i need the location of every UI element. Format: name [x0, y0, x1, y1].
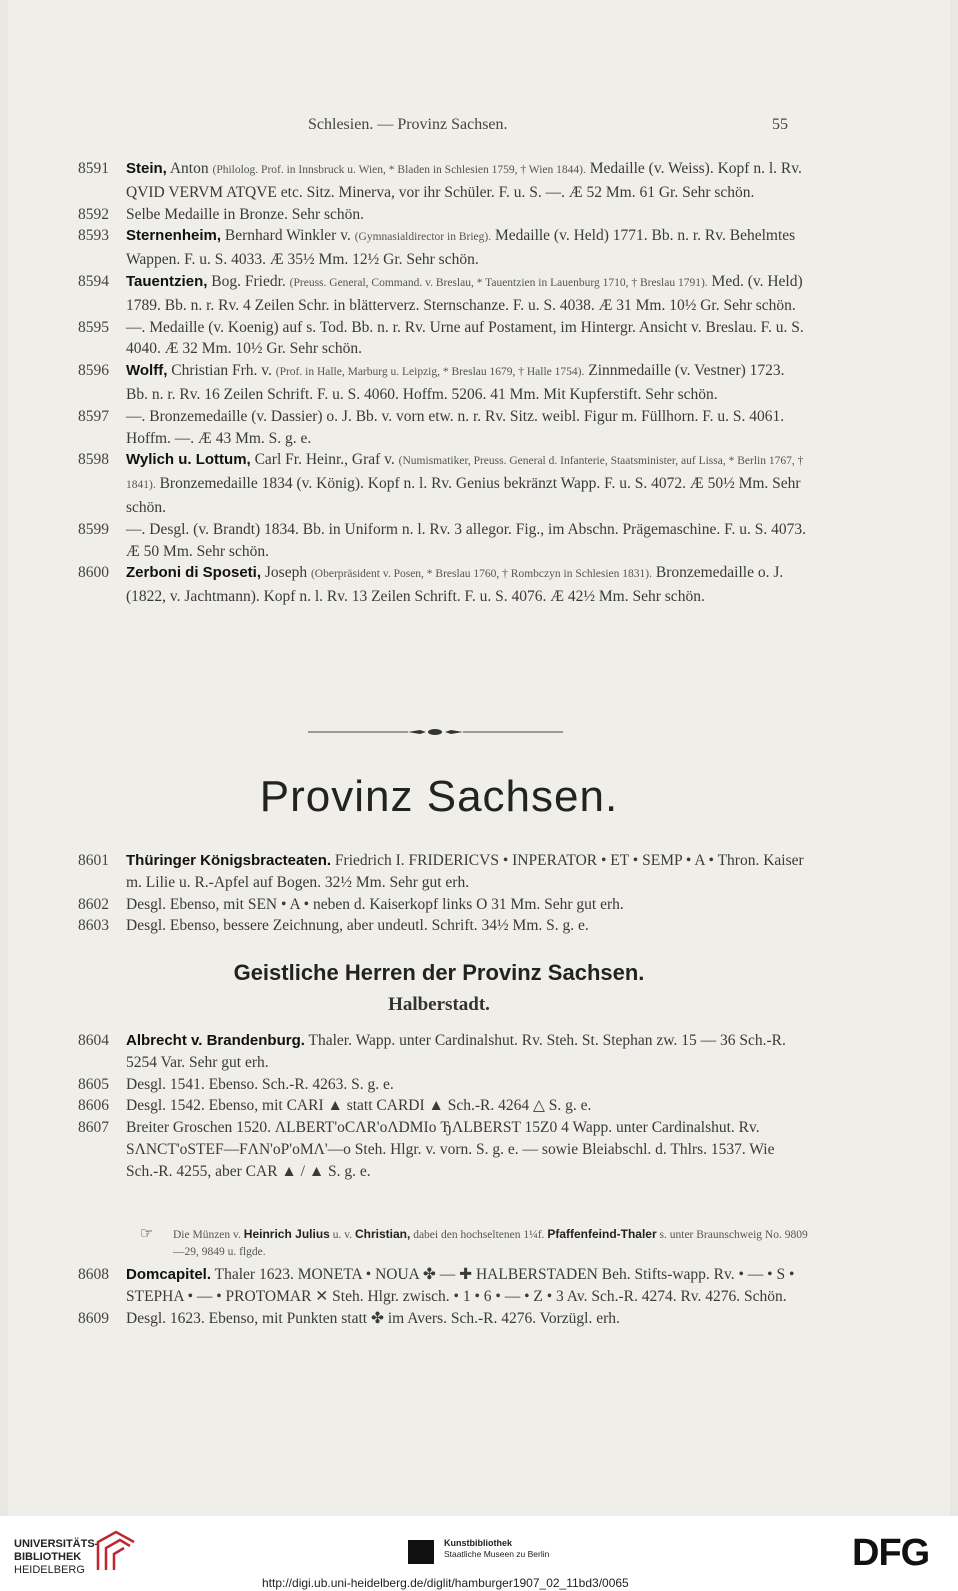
- section-heading-provinz-sachsen: Provinz Sachsen.: [259, 772, 619, 821]
- page-number: 55: [772, 116, 788, 133]
- running-head-title: Schlesien. — Provinz Sachsen.: [308, 116, 508, 133]
- entry-description: Bog. Friedr.: [207, 272, 290, 290]
- lot-number: 8600: [78, 564, 109, 582]
- subheading-halberstadt: Halberstadt.: [388, 994, 490, 1015]
- catalog-entry: [78, 449, 808, 518]
- entry-description: Desgl. 1541. Ebenso. Sch.-R. 4263. S. g. e.: [126, 1075, 394, 1093]
- catalog-entry: [78, 850, 808, 894]
- lot-number: 8609: [78, 1309, 109, 1327]
- lot-number: 8599: [78, 520, 109, 538]
- lot-number: 8595: [78, 318, 109, 336]
- entry-heading: Tauentzien,: [126, 272, 208, 290]
- catalog-entry: [78, 562, 808, 608]
- catalog-entry: [78, 204, 808, 226]
- entry-description: —. Medaille (v. Koenig) auf s. Tod. Bb. n. r. Rv. Urne auf Postament, im Hintergr. Ansicht v. Breslau. F. u. S. 4040. Æ 32 Mm. 10½ Gr. Sehr schön.: [126, 318, 804, 358]
- lot-number: 8593: [78, 227, 109, 245]
- entries-halberstadt: [78, 1030, 808, 1183]
- biographical-note: (Numismatiker, Preuss. General d. Infanterie, Staatsminister, auf Lissa, * Berlin 1767, † 1841).: [126, 455, 804, 492]
- section-heading-geistliche-herren: Geistliche Herren der Provinz Sachsen.: [233, 960, 645, 985]
- entry-description: Friedrich I. FRIDERICVS • INPERATOR • ET • SEMP • A • Thron. Kaiser m. Lilie u. R.-Apfel auf Bogen. 32½ Mm. Sehr gut erh.: [126, 852, 804, 891]
- kunstbibliothek-logo-icon[interactable]: [408, 1540, 434, 1564]
- pointing-hand-icon: ☞: [140, 1226, 154, 1242]
- biographical-note: (Gymnasialdirector in Brieg).: [354, 231, 492, 244]
- entry-description: Anton: [166, 160, 213, 177]
- catalog-entry: [78, 1117, 808, 1182]
- lot-number: 8606: [78, 1097, 109, 1115]
- lot-number: 8598: [78, 451, 109, 469]
- catalog-entry: [78, 271, 808, 317]
- lot-number: 8591: [78, 160, 109, 177]
- entry-heading: Wolff,: [126, 362, 168, 380]
- permalink-url[interactable]: http://digi.ub.uni-heidelberg.de/diglit/hamburger1907_02_11bd3/0065: [262, 1576, 629, 1590]
- entry-heading: Wylich u. Lottum,: [126, 451, 251, 469]
- entry-heading: Sternenheim,: [126, 227, 222, 245]
- entries-koenigsbracteaten: [78, 850, 808, 937]
- entry-description: Thaler. Wapp. unter Cardinalshut. Rv. Steh. St. Stephan zw. 15 — 36 Sch.-R. 5254 Var. Sehr gut erh.: [126, 1032, 786, 1071]
- entry-description: Breiter Groschen 1520. ΛLBERT'oCΛR'oΛDMIo ЂΛLBERST 15Z0 4 Wapp. unter Cardinalshut. Rv. SΛNCT'oSTEF—FΛN'oP'oMΛ'—o Steh. Hlgr. v. vorn. S. g. e. — sowie Bleiabschl. d. Thlrs. 1537. Wie Sch.-R. 4255, aber CAR ▲ / ▲ S. g. e.: [126, 1119, 775, 1180]
- lot-number: 8605: [78, 1075, 109, 1093]
- lot-number: 8596: [78, 362, 109, 380]
- entry-description: Desgl. Ebenso, mit SEN • A • neben d. Kaiserkopf links O 31 Mm. Sehr gut erh.: [126, 895, 624, 913]
- catalog-entry: [78, 225, 808, 271]
- catalog-entry: [78, 915, 808, 937]
- biographical-note: (Preuss. General, Command. v. Breslau, * Tauentzien in Lauenburg 1710, † Breslau 1791).: [289, 276, 708, 289]
- catalog-entry: [78, 406, 808, 450]
- ornament-divider: [308, 726, 563, 738]
- entry-description: Desgl. Ebenso, bessere Zeichnung, aber undeutl. Schrift. 34½ Mm. S. g. e.: [126, 917, 589, 935]
- catalog-entry: [78, 1095, 808, 1117]
- catalog-entry: [78, 1030, 808, 1074]
- catalog-entry: [78, 317, 808, 361]
- catalog-page: [8, 0, 950, 1516]
- entries-domcapitel: [78, 1264, 808, 1329]
- entry-heading: Stein,: [126, 160, 167, 177]
- ub-heidelberg-label[interactable]: UNIVERSITÄTS- BIBLIOTHEK HEIDELBERG: [14, 1538, 99, 1576]
- entry-description: Desgl. 1623. Ebenso, mit Punkten statt ✤ im Avers. Sch.-R. 4276. Vorzügl. erh.: [126, 1309, 620, 1327]
- entry-description: Bronzemedaille o. J. (1822, v. Jachtmann). Kopf n. l. Rv. 13 Zeilen Schrift. F. u. S. 4076. Æ 42½ Mm. Sehr schön.: [126, 564, 784, 606]
- entry-description: Zinnmedaille (v. Vestner) 1723. Bb. n. r. Rv. 16 Zeilen Schrift. F. u. S. 4060. Hoffm. 5206. 41 Mm. Mit Kupferstift. Sehr schön.: [126, 362, 785, 403]
- lot-number: 8592: [78, 205, 109, 223]
- lot-number: 8601: [78, 852, 109, 869]
- lot-number: 8608: [78, 1266, 109, 1283]
- lot-number: 8602: [78, 895, 109, 913]
- dfg-logo[interactable]: DFG: [852, 1532, 930, 1574]
- cross-reference-note: ☞ Die Münzen v. Heinrich Julius u. v. Christian, dabei den hochseltenen 1¼f. Pfaffenfeind-Thaler s. unter Braunschweig No. 9809—29, 9849 u. flgde.: [140, 1226, 808, 1258]
- biographical-note: (Philolog. Prof. in Innsbruck u. Wien, * Bladen in Schlesien 1759, † Wien 1844).: [212, 164, 586, 176]
- entry-description: Carl Fr. Heinr., Graf v.: [250, 451, 399, 469]
- lot-number: 8607: [78, 1119, 109, 1137]
- entry-description: Christian Frh. v.: [167, 362, 276, 380]
- catalog-entry: [78, 360, 808, 406]
- catalog-entry: [78, 1264, 808, 1308]
- entry-description: Medaille (v. Held) 1771. Bb. n. r. Rv. Behelmtes Wappen. F. u. S. 4033. Æ 35½ Mm. 12½ Gr. Sehr schön.: [126, 227, 796, 269]
- lot-number: 8603: [78, 917, 109, 935]
- entry-description: Medaille (v. Weiss). Kopf n. l. Rv. QVID VERVM ATQVE etc. Sitz. Minerva, vor ihr Schüler. F. u. S. —. Æ 52 Mm. 61 Gr. Sehr schön.: [126, 160, 802, 201]
- note-block: [78, 1226, 808, 1261]
- biographical-note: (Oberpräsident v. Posen, * Breslau 1760, † Rombczyn in Schlesien 1831).: [310, 568, 652, 581]
- entry-description: —. Bronzemedaille (v. Dassier) o. J. Bb. v. vorn etw. n. r. Rv. Sitz. weibl. Figur m. Füllhorn. F. u. S. 4061. Hoffm. —. Æ 43 Mm. S. g. e.: [126, 407, 785, 447]
- kunstbibliothek-label[interactable]: Kunstbibliothek Staatliche Museen zu Berlin: [444, 1538, 550, 1559]
- lot-number: 8594: [78, 272, 109, 290]
- entry-description: Desgl. 1542. Ebenso, mit CARI ▲ statt CARDI ▲ Sch.-R. 4264 △ S. g. e.: [126, 1097, 592, 1115]
- entry-description: —. Desgl. (v. Brandt) 1834. Bb. in Uniform n. l. Rv. 3 allegor. Fig., im Abschn. Prägemaschine. F. u. S. 4073. Æ 50 Mm. Sehr schön.: [126, 520, 806, 560]
- entry-description: Bronzemedaille 1834 (v. König). Kopf n. l. Rv. Genius bekränzt Wapp. F. u. S. 4072. Æ 50½ Mm. Sehr schön.: [126, 475, 801, 516]
- entry-heading: Albrecht v. Brandenburg.: [126, 1032, 305, 1049]
- catalog-entry: [78, 158, 808, 204]
- lot-number: 8604: [78, 1032, 109, 1049]
- lot-number: 8597: [78, 407, 109, 425]
- entry-description: Bernhard Winkler v.: [221, 227, 355, 245]
- entry-description: Selbe Medaille in Bronze. Sehr schön.: [126, 205, 365, 223]
- ub-heidelberg-logo-icon[interactable]: [96, 1530, 136, 1572]
- entry-description: Med. (v. Held) 1789. Bb. n. r. Rv. 4 Zeilen Schr. in blätterverz. Sternschanze. F. u. S. 4038. Æ 31 Mm. 10½ Gr. Sehr schön.: [126, 272, 803, 314]
- entry-description: Joseph: [261, 564, 311, 582]
- catalog-entry: [78, 519, 808, 563]
- biographical-note: (Prof. in Halle, Marburg u. Leipzig, * Breslau 1679, † Halle 1754).: [275, 366, 585, 379]
- catalog-entry: [78, 1308, 808, 1330]
- entry-heading: Domcapitel.: [126, 1266, 212, 1283]
- entry-description: Thaler 1623. MONETA • NOUA ✤ — ✚ HALBERSTADEN Beh. Stifts-wapp. Rv. • — • S • STEPHA • — • PROTOMAR ✕ Steh. Hlgr. zwisch. • 1 • 6 • — • Z • 3 Av. Sch.-R. 4274. Rv. 4276. Schön.: [126, 1266, 795, 1305]
- entries-schlesien: [78, 158, 808, 608]
- entry-heading: Zerboni di Sposeti,: [126, 564, 262, 582]
- entry-heading: Thüringer Königsbracteaten.: [126, 852, 332, 869]
- digitization-footer: [0, 1516, 958, 1591]
- catalog-entry: [78, 1074, 808, 1096]
- catalog-entry: [78, 894, 808, 916]
